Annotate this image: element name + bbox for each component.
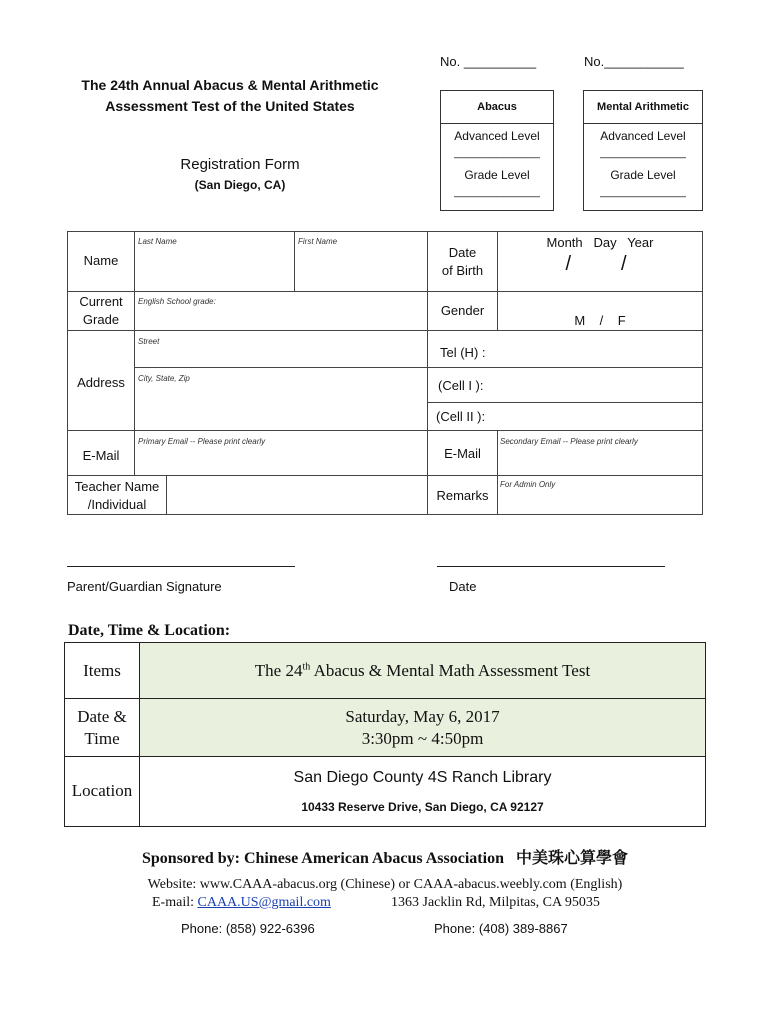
datetime-label-line-2: Time bbox=[84, 729, 120, 748]
dob-label-cell bbox=[427, 231, 498, 292]
teacher-name-field[interactable] bbox=[166, 475, 428, 515]
parent-signature-line[interactable] bbox=[67, 566, 295, 567]
items-label-cell bbox=[64, 642, 140, 699]
mental-grade-blank[interactable]: ______________ bbox=[600, 186, 686, 198]
location-label: Location bbox=[71, 781, 133, 800]
dob-label bbox=[428, 244, 497, 280]
abacus-grade-blank[interactable]: ______________ bbox=[454, 186, 540, 198]
form-title: Registration Form bbox=[180, 156, 300, 173]
mental-grade-level: Grade Level bbox=[610, 168, 676, 182]
mental-advanced-blank[interactable]: ______________ bbox=[600, 147, 686, 159]
remarks-label-cell bbox=[427, 475, 498, 515]
email-label: E-Mail bbox=[82, 448, 120, 463]
name-label-cell bbox=[67, 231, 135, 292]
school-grade-hint: English School grade: bbox=[138, 297, 216, 306]
items-value-sup: th bbox=[302, 661, 311, 673]
page-title bbox=[60, 75, 400, 117]
dob-label-line-2: of Birth bbox=[441, 263, 484, 278]
admin-hint: For Admin Only bbox=[500, 480, 556, 489]
address-label-cell bbox=[67, 330, 135, 431]
abacus-number-label: No. __________ bbox=[440, 54, 537, 69]
location-value: San Diego County 4S Ranch Library bbox=[293, 769, 552, 786]
grade-label bbox=[68, 293, 134, 329]
mental-heading: Mental Arithmetic bbox=[584, 91, 702, 124]
date-signature-line[interactable] bbox=[437, 566, 665, 567]
title-line-2: Assessment Test of the United States bbox=[105, 98, 355, 114]
dob-field[interactable] bbox=[497, 231, 703, 292]
sponsor-line: Sponsored by: Chinese American Abacus Association 中美珠心算學會 bbox=[142, 850, 628, 867]
date-signature-label: Date bbox=[449, 579, 477, 594]
teacher-label bbox=[68, 478, 166, 514]
first-name-field[interactable] bbox=[294, 231, 428, 292]
abacus-level-box bbox=[440, 90, 554, 211]
teacher-label-line-1: Teacher Name bbox=[74, 479, 160, 494]
street-field[interactable] bbox=[134, 330, 428, 368]
website-line: Website: www.CAAA-abacus.org (Chinese) or CAAA-abacus.weebly.com (English) bbox=[147, 877, 623, 892]
dob-slashes: / / bbox=[565, 253, 627, 275]
cell-1-field[interactable] bbox=[427, 367, 703, 403]
datetime-label-cell bbox=[64, 698, 140, 757]
teacher-label-cell bbox=[67, 475, 167, 515]
tel-home-field[interactable] bbox=[427, 330, 703, 368]
phone-1: Phone: (858) 922-6396 bbox=[181, 921, 315, 936]
dob-hint: Month Day Year bbox=[546, 235, 654, 250]
gender-options: M / F bbox=[574, 313, 626, 328]
details-heading: Date, Time & Location: bbox=[68, 622, 231, 639]
city-state-zip-hint: City, State, Zip bbox=[138, 374, 190, 383]
remarks-label: Remarks bbox=[436, 488, 489, 503]
street-hint: Street bbox=[138, 337, 160, 346]
grade-label-line-2: Grade bbox=[82, 312, 120, 327]
email-prefix: E-mail: bbox=[152, 895, 198, 910]
email-label-cell-2 bbox=[427, 430, 498, 476]
abacus-advanced-blank[interactable]: ______________ bbox=[454, 147, 540, 159]
grade-label-line-1: Current bbox=[79, 294, 123, 309]
gender-label: Gender bbox=[440, 303, 485, 318]
title-line-1: The 24th Annual Abacus & Mental Arithmetic bbox=[81, 77, 379, 93]
secondary-email-field[interactable] bbox=[497, 430, 703, 476]
cell-2-label: (Cell II ): bbox=[436, 409, 486, 424]
time-value: 3:30pm ~ 4:50pm bbox=[361, 729, 484, 748]
last-name-hint: Last Name bbox=[138, 237, 177, 246]
email-label-2: E-Mail bbox=[444, 446, 481, 461]
parent-signature-label: Parent/Guardian Signature bbox=[67, 579, 222, 594]
address-label: Address bbox=[77, 375, 125, 390]
abacus-advanced-level: Advanced Level bbox=[454, 129, 540, 143]
items-value-pre: The 24 bbox=[254, 661, 303, 680]
abacus-grade-level: Grade Level bbox=[464, 168, 530, 182]
phone-2: Phone: (408) 389-8867 bbox=[434, 921, 568, 936]
abacus-heading: Abacus bbox=[441, 91, 553, 124]
name-label: Name bbox=[83, 253, 119, 268]
grade-label-cell bbox=[67, 291, 135, 331]
form-location: (San Diego, CA) bbox=[194, 178, 286, 192]
datetime-value-cell bbox=[139, 698, 706, 757]
datetime-label-line-1: Date & bbox=[77, 707, 127, 726]
location-value-cell bbox=[139, 756, 706, 827]
last-name-field[interactable] bbox=[134, 231, 295, 292]
first-name-hint: First Name bbox=[298, 237, 338, 246]
items-value-post: Abacus & Mental Math Assessment Test bbox=[310, 661, 591, 680]
mental-advanced-level: Advanced Level bbox=[600, 129, 686, 143]
admin-field bbox=[497, 475, 703, 515]
tel-home-label: Tel (H) : bbox=[440, 345, 486, 360]
email-line bbox=[152, 895, 331, 911]
items-value bbox=[140, 661, 705, 681]
date-value: Saturday, May 6, 2017 bbox=[345, 707, 500, 726]
mailing-address: 1363 Jacklin Rd, Milpitas, CA 95035 bbox=[391, 895, 600, 910]
gender-label-cell bbox=[427, 291, 498, 331]
dob-label-line-1: Date bbox=[448, 245, 477, 260]
email-label-cell bbox=[67, 430, 135, 476]
mental-level-box bbox=[583, 90, 703, 211]
cell-1-label: (Cell I ): bbox=[438, 378, 484, 393]
cell-2-field[interactable] bbox=[427, 402, 703, 431]
primary-email-hint: Primary Email -- Please print clearly bbox=[138, 437, 266, 446]
datetime-value bbox=[140, 706, 705, 750]
email-link[interactable]: CAAA.US@gmail.com bbox=[197, 895, 331, 910]
primary-email-field[interactable] bbox=[134, 430, 428, 476]
items-value-cell bbox=[139, 642, 706, 699]
city-state-zip-field[interactable] bbox=[134, 367, 428, 431]
gender-field[interactable] bbox=[497, 291, 703, 331]
school-grade-field[interactable] bbox=[134, 291, 428, 331]
items-label: Items bbox=[83, 661, 121, 680]
teacher-label-line-2: /Individual bbox=[87, 497, 147, 512]
location-address: 10433 Reserve Drive, San Diego, CA 92127 bbox=[301, 800, 544, 814]
secondary-email-hint: Secondary Email -- Please print clearly bbox=[500, 437, 638, 446]
location-label-cell bbox=[64, 756, 140, 827]
mental-number-label: No.___________ bbox=[584, 54, 684, 69]
datetime-label bbox=[65, 706, 139, 750]
